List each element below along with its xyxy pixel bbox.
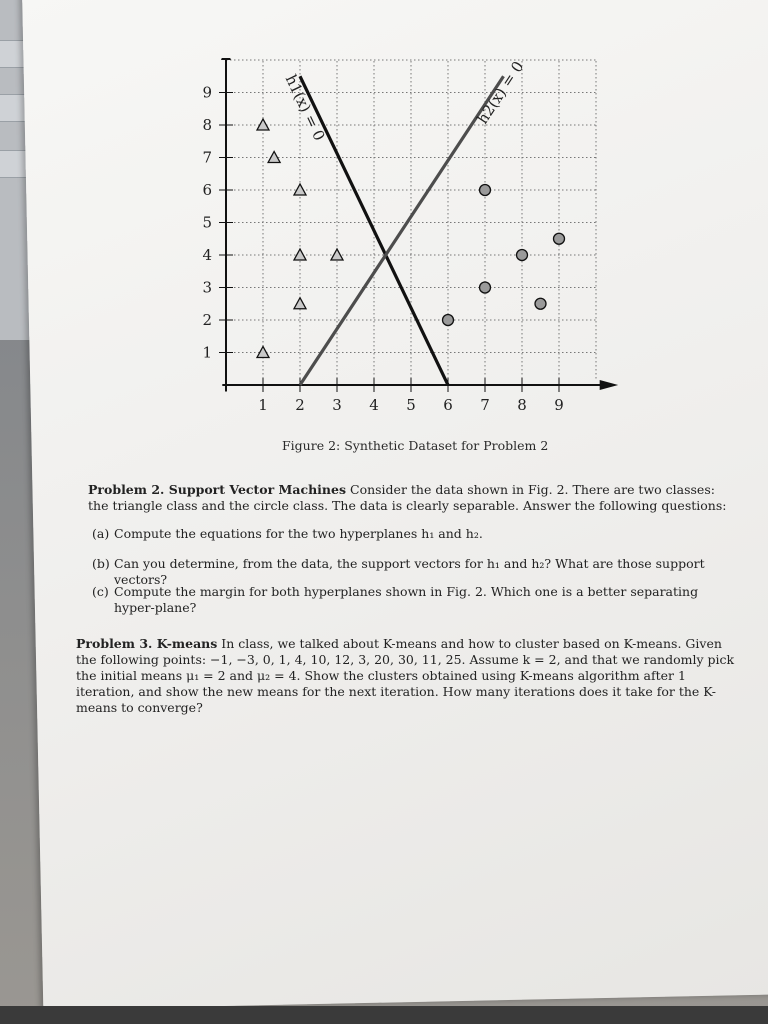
hyperplane-lines	[282, 58, 528, 385]
circle-point	[480, 282, 491, 293]
chart-axes	[219, 58, 618, 392]
problem-2-item-a	[92, 526, 732, 542]
circle-point	[535, 298, 546, 309]
figure-2-chart	[180, 58, 620, 428]
y-tick-label: 6	[202, 181, 212, 199]
figure-caption: Figure 2: Synthetic Dataset for Problem 2	[282, 438, 549, 453]
problem-2-item-c	[92, 584, 732, 616]
circle-point	[554, 233, 565, 244]
item-text: Compute the margin for both hyperplanes shown in Fig. 2. Which one is a better separating hyper-plane?	[114, 584, 699, 615]
triangle-point	[294, 298, 306, 309]
circle-point	[443, 315, 454, 326]
desk-edge	[0, 1006, 768, 1024]
x-tick-label: 3	[332, 396, 342, 414]
problem-3-title: Problem 3. K-means	[76, 636, 218, 651]
h2-line	[300, 76, 504, 385]
x-axis-arrow	[600, 380, 619, 390]
x-tick-label: 9	[554, 396, 564, 414]
y-tick-label: 8	[202, 116, 212, 134]
y-tick-label: 7	[202, 148, 212, 167]
triangle-point	[331, 249, 343, 260]
triangle-point	[294, 249, 306, 260]
problem-3	[76, 636, 736, 716]
y-tick-label: 9	[202, 83, 212, 102]
circle-point	[517, 250, 528, 261]
x-tick-label: 2	[295, 396, 305, 414]
h2-label: h2(x) = 0	[473, 58, 528, 128]
item-label: (a)	[92, 526, 110, 541]
problem-2-text: Consider the data shown in Fig. 2. There are two classes: the triangle class and the circle class. The data is clearly separable. Answer the following questions:	[88, 482, 727, 513]
problem-2-intro	[88, 482, 738, 514]
y-tick-label: 1	[202, 343, 212, 362]
x-tick-label: 5	[406, 396, 416, 414]
x-tick-label: 8	[517, 396, 527, 414]
x-tick-label: 1	[258, 396, 268, 414]
y-axis-arrow	[221, 58, 231, 60]
problem-3-text: In class, we talked about K-means and how to cluster based on K-means. Given the following points: −1, −3, 0, 1, 4, 10, 12, 3, 20, 30, 11, 25. Assume k = 2, and that we randomly pick the initial means μ₁ = 2 and μ₂ = 4. Show the clusters obtained using K-means algorithm after 1 iteration, and show the new means for the next iteration. How many iterations does it take for the K-means to converge?	[76, 636, 735, 715]
y-tick-label: 3	[202, 278, 212, 297]
x-tick-label: 4	[369, 396, 379, 414]
y-tick-label: 2	[202, 311, 212, 329]
y-tick-label: 4	[202, 246, 212, 264]
item-text: Compute the equations for the two hyperplanes h₁ and h₂.	[114, 526, 483, 541]
item-label: (c)	[92, 584, 109, 599]
circle-point	[480, 185, 491, 196]
x-tick-label: 6	[443, 396, 453, 414]
h1-label: h1(x) = 0	[281, 71, 329, 144]
x-tick-label: 7	[480, 396, 490, 414]
item-label: (b)	[92, 556, 110, 571]
triangle-point	[294, 184, 306, 195]
y-tick-label: 5	[202, 213, 212, 232]
problem-2-title: Problem 2. Support Vector Machines	[88, 482, 347, 497]
item-text: Can you determine, from the data, the support vectors for h₁ and h₂? What are those support vectors?	[114, 556, 705, 587]
